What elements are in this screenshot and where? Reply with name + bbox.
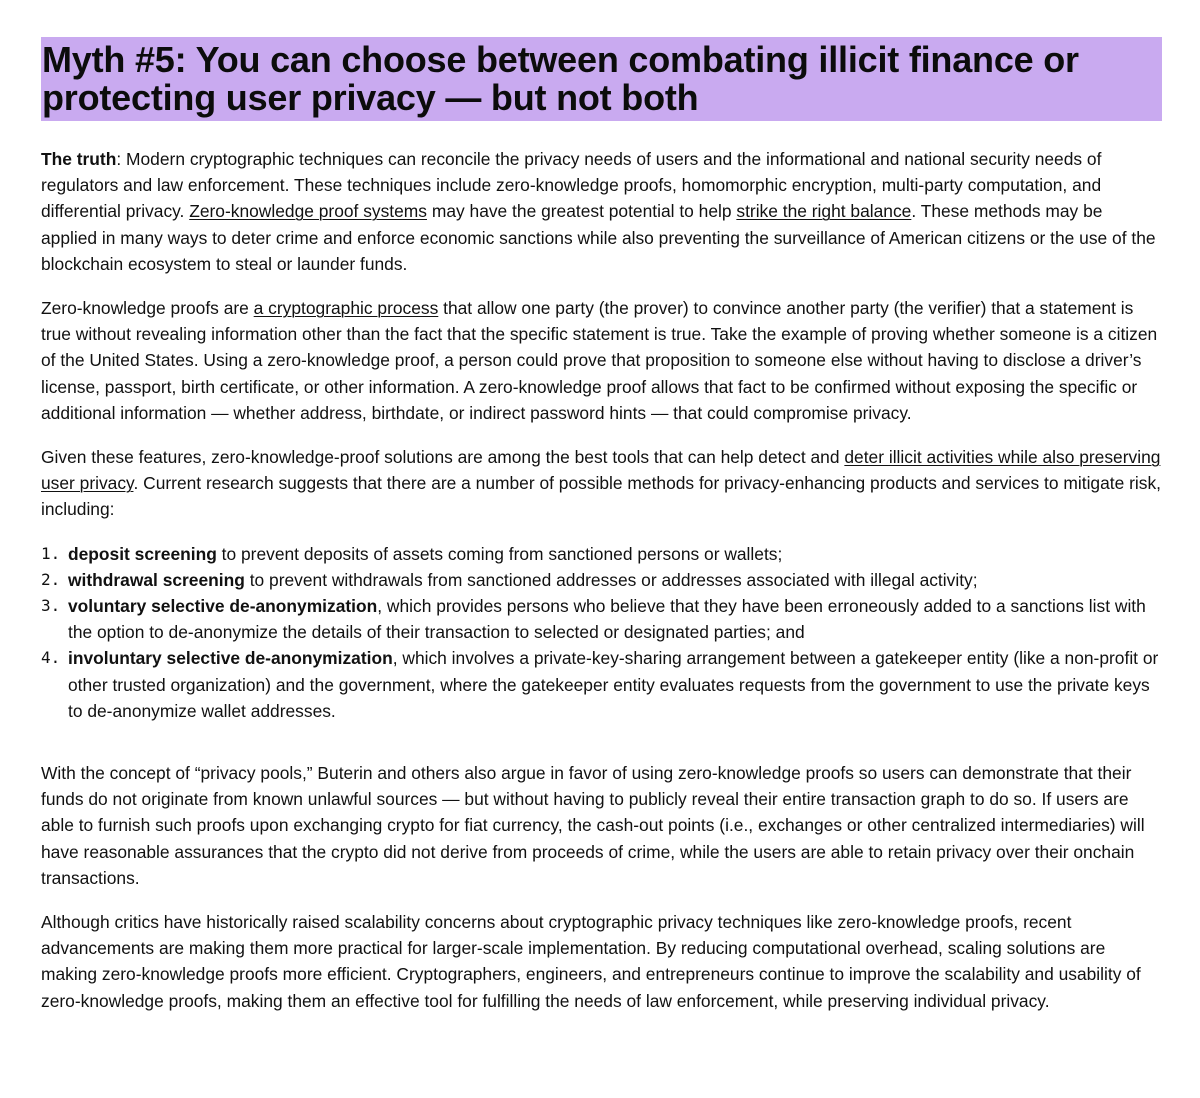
paragraph-text: Given these features, zero-knowledge-proof solutions are among the best tools that can help detect and bbox=[41, 447, 845, 468]
paragraph-methods-intro bbox=[41, 444, 1162, 523]
list-item-term: deposit screening bbox=[68, 543, 217, 564]
paragraph-zkp-definition bbox=[41, 295, 1162, 426]
list-number: 4. bbox=[41, 648, 61, 668]
list-item-term: voluntary selective de-anonymization bbox=[68, 596, 378, 617]
link-deter-illicit-activities[interactable]: deter illicit activities while also preserving user privacy bbox=[41, 447, 1161, 494]
list-item-text: to prevent withdrawals from sanctioned addresses or addresses associated with illegal activity; bbox=[244, 569, 978, 590]
paragraph-text: . Current research suggests that there are a number of possible methods for privacy-enhancing products and services to mitigate risk, including: bbox=[41, 473, 1161, 520]
list-item-term: withdrawal screening bbox=[68, 569, 245, 590]
link-zero-knowledge-proof-systems[interactable]: Zero-knowledge proof systems bbox=[189, 201, 427, 222]
paragraph-text: that allow one party (the prover) to convince another party (the verifier) that a statement is true without revealing information other than the fact that the specific statement is true. Take the example of proving whether someone is a citizen of the United States. Using a zero-knowledge proof, a person could prove that proposition to someone else without having to disclose a driver’s license, passport, birth certificate, or other information. A zero-knowledge proof allows that fact to be confirmed without exposing the specific or additional information — whether address, birthdate, or indirect password hints — that could compromise privacy. bbox=[41, 298, 1158, 423]
paragraph-text: : Modern cryptographic techniques can reconcile the privacy needs of users and the informational and national security needs of regulators and law enforcement. These techniques include zero-knowledge proofs, homomorphic encryption, multi-party computation, and differential privacy. bbox=[41, 149, 1102, 222]
paragraph-scalability: Although critics have historically raised scalability concerns about cryptographic privacy techniques like zero-knowledge proofs, recent advancements are making them more practical for larger-scale implementation. By reducing computational overhead, scaling solutions are making zero-knowledge proofs more efficient. Cryptographers, engineers, and entrepreneurs continue to improve the scalability and usability of zero-knowledge proofs, making them an effective tool for fulfilling the needs of law enforcement, while preserving individual privacy. bbox=[41, 912, 1141, 1011]
truth-lead: The truth bbox=[41, 149, 117, 169]
paragraph-text: . These methods may be applied in many ways to deter crime and enforce economic sanctions while also preventing the surveillance of American citizens or the use of the blockchain ecosystem to steal or launder funds. bbox=[41, 201, 1156, 274]
link-strike-the-right-balance[interactable]: strike the right balance bbox=[736, 201, 912, 222]
paragraph-truth bbox=[41, 146, 1162, 277]
link-cryptographic-process[interactable]: a cryptographic process bbox=[253, 298, 439, 319]
article-body bbox=[41, 146, 1162, 1014]
list-number: 2. bbox=[41, 569, 61, 589]
section-heading: Myth #5: You can choose between combating illicit finance or protecting user privacy — but not both bbox=[41, 37, 1162, 121]
list-item bbox=[41, 593, 1162, 645]
paragraph-privacy-pools: With the concept of “privacy pools,” Buterin and others also argue in favor of using zero-knowledge proofs so users can demonstrate that their funds do not originate from known unlawful sources — but without having to publicly reveal their entire transaction graph to do so. If users are able to furnish such proofs upon exchanging crypto for fiat currency, the cash-out points (i.e., exchanges or other centralized intermediaries) will have reasonable assurances that the crypto did not derive from proceeds of crime, while the users are able to retain privacy over their onchain transactions. bbox=[41, 763, 1145, 888]
list-item bbox=[41, 645, 1162, 724]
list-item-text: to prevent deposits of assets coming from sanctioned persons or wallets; bbox=[216, 543, 783, 564]
methods-list bbox=[41, 541, 1162, 724]
list-item-text: , which provides persons who believe that they have been erroneously added to a sanctions list with the option to de-anonymize the details of their transaction to selected or designated parties; and bbox=[68, 596, 1146, 643]
paragraph-text: Zero-knowledge proofs are bbox=[41, 298, 254, 319]
paragraph-text: may have the greatest potential to help bbox=[427, 201, 737, 222]
list-number: 3. bbox=[41, 596, 61, 616]
list-number: 1. bbox=[41, 543, 61, 563]
list-item bbox=[41, 567, 1162, 593]
list-item-text: , which involves a private-key-sharing arrangement between a gatekeeper entity (like a non-profit or other trusted organization) and the government, where the gatekeeper entity evaluates requests from the government to use the private keys to de-anonymize wallet addresses. bbox=[68, 648, 1159, 721]
list-item bbox=[41, 541, 1162, 567]
list-item-term: involuntary selective de-anonymization bbox=[68, 648, 393, 669]
